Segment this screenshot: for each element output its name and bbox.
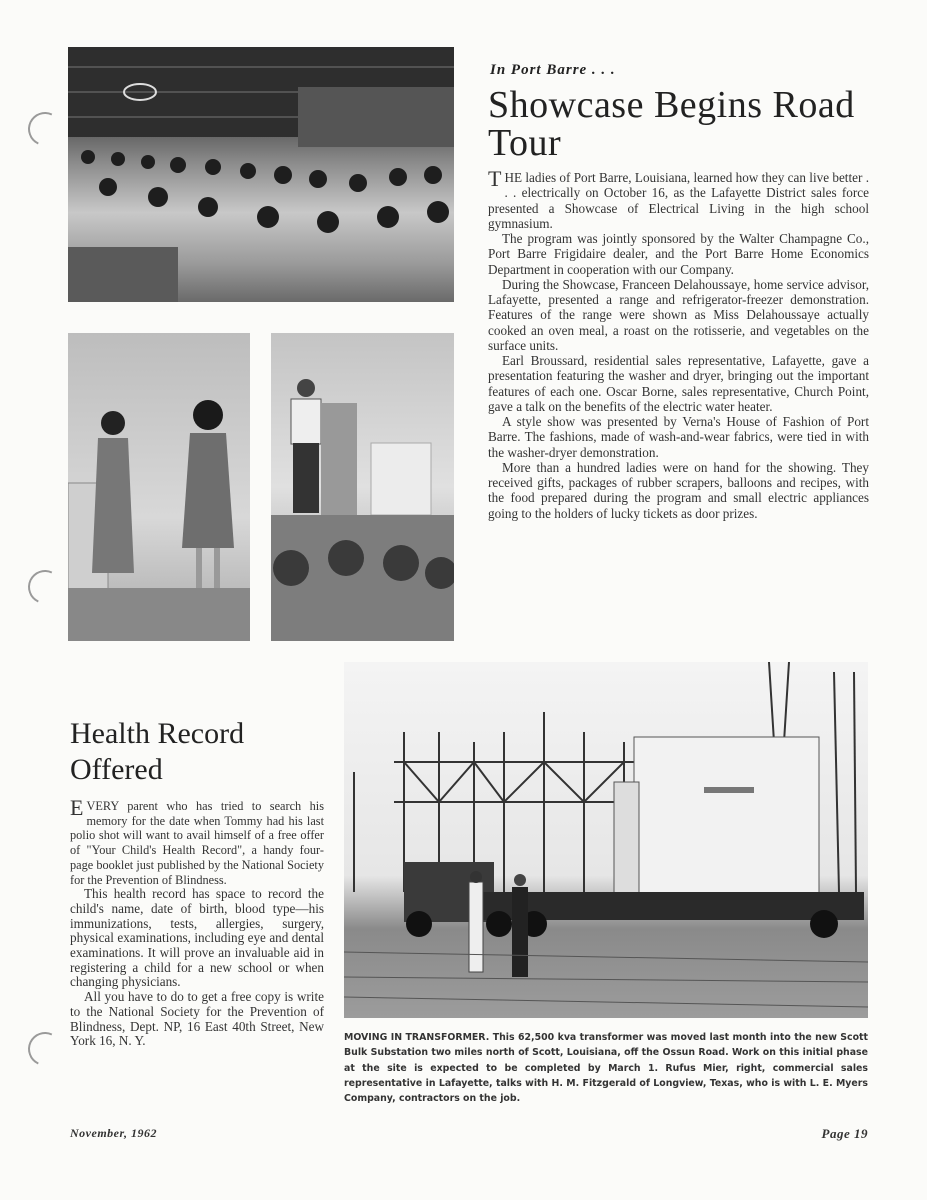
article-headline: Showcase Begins Road Tour [488, 84, 855, 164]
article-kicker: In Port Barre . . . [490, 62, 616, 78]
gym-scene-illustration [68, 47, 454, 302]
photo-gymnasium-audience [68, 47, 454, 302]
article-paragraph [70, 795, 324, 887]
binder-hole [23, 1027, 67, 1071]
photo-transformer [344, 662, 868, 1018]
drop-cap: T [488, 166, 502, 191]
speaker-illustration [271, 333, 454, 641]
article-body [488, 166, 869, 521]
transformer-illustration [344, 662, 868, 1018]
article-paragraph: A style show was presented by Verna's House of Fashion of Port Barre. The fashions, made of wash-and-wear fabrics, were tied in with the washer-dryer demonstration. [488, 414, 869, 460]
footer-page-number: Page 19 [821, 1126, 868, 1141]
photo-caption: MOVING IN TRANSFORMER. This 62,500 kva transformer was moved last month into the new Scott Bulk Substation two miles north of Scott, Louisiana, off the Ossun Road. Work on this initial phase at the site is expected to be completed by March 1. Rufus Mier, right, commercial sales representative in Lafayette, talks with H. M. Fitzgerald of Longview, Texas, who is with L. E. Myers Company, contractors on the job. [344, 1032, 868, 1105]
article-paragraph: More than a hundred ladies were on hand for the showing. They received gifts, packages of rubber scrapers, balloons and recipes, with the food prepared during the program and small electric appliances going to the holders of lucky tickets as door prizes. [488, 459, 869, 521]
article-paragraph: During the Showcase, Franceen Delahoussaye, home service advisor, Lafayette, presented a range and refrigerator-freezer demonstration. Features of the range were shown as Miss Delahoussaye actually cooked an oven meal, a roast on the rotisserie, and vegetables on the surface units. [488, 276, 869, 353]
article-paragraph [488, 166, 869, 231]
article-paragraph: All you have to do to get a free copy is write to the National Society for the Prevention of Blindness, Dept. NP, 16 East 40th Street, New York 16, N. Y. [70, 989, 324, 1049]
binder-hole [23, 565, 67, 609]
photo-speaker-podium [271, 333, 454, 641]
health-record-body [70, 795, 324, 1049]
footer-date: November, 1962 [70, 1126, 157, 1140]
drop-cap: E [70, 795, 84, 820]
article-paragraph: The program was jointly sponsored by the Walter Champagne Co., Port Barre Frigidaire dealer, and the Port Barre Home Economics Department in cooperation with our Company. [488, 231, 869, 277]
photo-stage-presenters [68, 333, 250, 641]
article-paragraph: Earl Broussard, residential sales representative, Lafayette, gave a presentation featuring the washer and dryer, bringing out the important features of each one. Oscar Borne, sales representative, Church Point, gave a talk on the benefits of the electric water heater. [488, 353, 869, 414]
paragraph-text: VERY parent who has tried to search his memory for the date when Tommy had his last polio shot will want to avail himself of a free offer of "Your Child's Health Record", a handy four-page booklet just published by the National Society for the Prevention of Blindness. [70, 799, 324, 887]
binder-hole [23, 107, 67, 151]
paragraph-text: HE ladies of Port Barre, Louisiana, learned how they can live better . . . electrically on October 16, as the Lafayette District sales force presented a Showcase of Electrical Living in the high school gymnasium. [488, 170, 869, 231]
health-record-headline: Health Record Offered [70, 717, 245, 786]
presenters-illustration [68, 333, 250, 641]
article-paragraph: This health record has space to record the child's name, date of birth, blood type—his immunizations, tests, allergies, surgery, physical examinations, including eye and dental examinations. It will prove an invaluable aid in registering a child for a new school or when changing physicians. [70, 886, 324, 990]
